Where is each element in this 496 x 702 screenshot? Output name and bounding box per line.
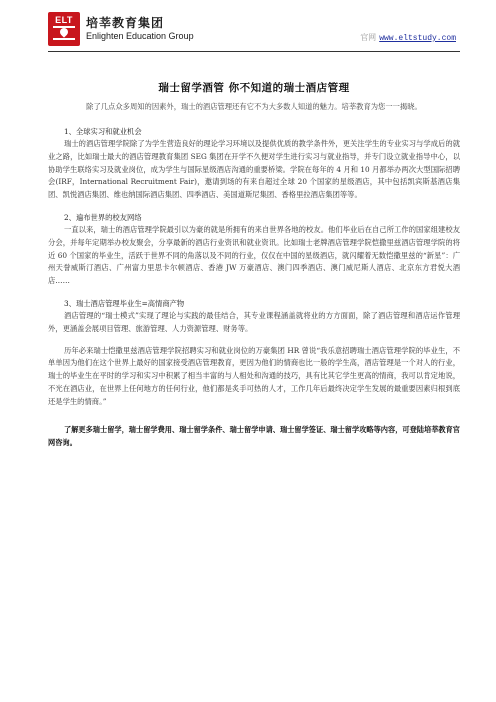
- section-body-2: 一直以来，瑞士的酒店管理学院最引以为豪的就是所拥有的来自世界各地的校友。他们毕业后在自己所工作的国家组建校友分会，并每年定期举办校友聚会，分享最新的酒店行业资讯和就业资讯。比如瑞士老牌酒店管理学院恺撒里兹酒店管理学院的将近 60 个国家的毕业生，活跃于世界不同的角落以及不同的行业，仅仅在中国的星级酒店，就闪耀着无数恺撒里兹的“新星”：广州天誉威斯汀酒店、广州富力里思卡尔顿酒店、香港 JW 万豪酒店、澳门四季酒店、澳门威尼斯人酒店、北京东方君悦大酒店……: [48, 224, 460, 286]
- section-heading-2: 2、遍布世界的校友网络: [64, 212, 142, 222]
- official-site: [360, 32, 456, 43]
- article-intro: 除了几点众多周知的因素外，瑞士的酒店管理还有它不为大多数人知道的魅力。培莘教育为您一一揭晓。: [86, 102, 422, 111]
- spacer: [48, 288, 460, 297]
- spacer: [48, 336, 460, 345]
- section-heading-1: 1、全球实习和就业机会: [64, 127, 142, 136]
- elt-logo-icon: [48, 12, 80, 46]
- header-divider: [48, 51, 460, 52]
- site-url-link[interactable]: www.eltstudy.com: [379, 34, 456, 43]
- quote-paragraph: 历年必来瑞士恺撒里兹酒店管理学院招聘实习和就业岗位的万豪集团 HR 曾说“我乐意招聘瑞士酒店管理学院的毕业生，不单单因为他们在这个世界上最好的国家接受酒店管理教育，更因为他们的情商也比一般的学生高，酒店管理是一个对人的行业，瑞士的毕业生在平时的学习和实习中积累了相当丰富的与人相处和沟通的技巧，具有比其它学生更高的情商，我可以肯定地说，不光在酒店业，在世界上任何地方的任何行业，他们都是炙手可热的人才，工作几年后最终决定学生发展的最重要因素归根到底还是学生的情商。”: [48, 345, 460, 406]
- page-header: [48, 12, 458, 52]
- section-body-1: 瑞士的酒店管理学院除了为学生营造良好的理论学习环境以及提供优质的教学条件外，更关注学生的专业实习与学成后的就业之路，比如瑞士最大的酒店管理教育集团 SEG 集团在开学不久便对学生进行实习与就业指导，并专门设立就业指导中心，以协助学生联络实习及就业岗位，成为学生与国际星级酒店沟通的重要桥梁。学院在每年的 4 月和 10 月都举办两次大型国际招聘会(IRF，International Recruitment Fair)，邀请到场的有来自超过全球 20 个国家的星级酒店，其中包括凯宾斯基酒店集团、凯悦酒店集团、维也纳国际酒店集团、四季酒店、美国道斯尼集团、香格里拉酒店集团等等。: [48, 139, 460, 200]
- logo-text: ELT: [55, 15, 73, 25]
- site-label: 官网: [360, 33, 377, 42]
- article-title: 瑞士留学酒管 你不知道的瑞士酒店管理: [158, 82, 350, 94]
- brand-name-cn: 培莘教育集团: [86, 16, 165, 30]
- section-heading-3: 3、瑞士酒店管理毕业生=高情商产物: [64, 298, 185, 308]
- article: [48, 60, 460, 449]
- section-body-3: 酒店管理的“瑞士模式”实现了理论与实践的最佳结合，其专业课程涵盖就将业的方方面面，除了酒店管理和酒店运作管理外，更涵盖会展项目管理、旅游管理、人力资源管理、财务等。: [48, 310, 460, 333]
- spacer: [48, 202, 460, 211]
- closing-call-to-action: 了解更多瑞士留学，瑞士留学费用、瑞士留学条件、瑞士留学申请、瑞士留学签证、瑞士留学攻略等内容，可登陆培莘教育官网咨询。: [48, 424, 460, 447]
- brand-name-en: Enlighten Education Group: [86, 31, 194, 41]
